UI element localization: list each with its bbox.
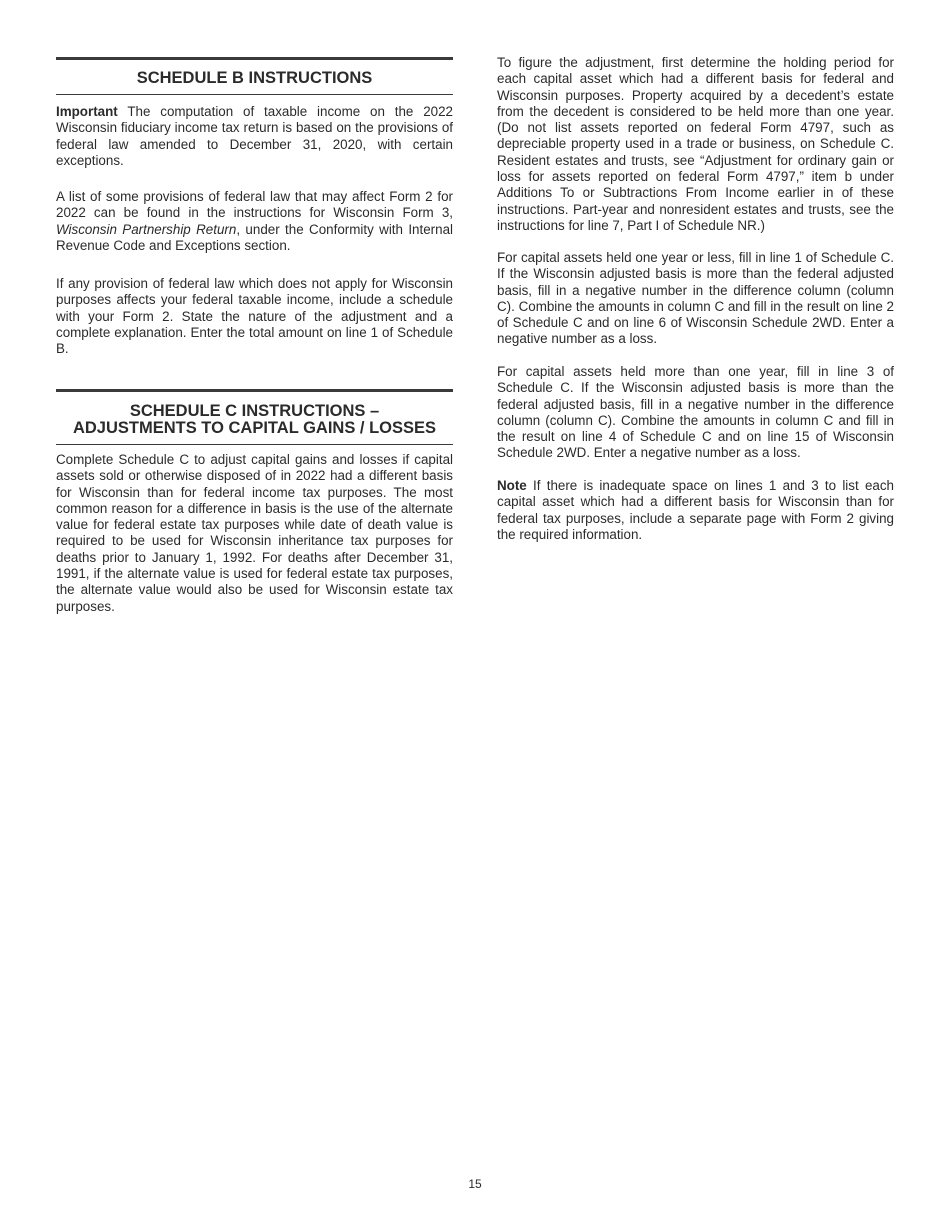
- heading-top-rule: [56, 389, 453, 392]
- schedule-b-adjustment-paragraph: If any provision of federal law which does not apply for Wisconsin purposes affects your federal taxable income, include a schedule with your Form 2. State the nature of the adjustment and a complete explanation. Enter the total amount on line 1 of Schedule B.: [56, 276, 453, 357]
- conformity-text-1: A list of some provisions of federal law that may affect Form 2 for 2022 can be found in the instructions for Wisconsin Form 3,: [56, 189, 453, 221]
- schedule-b-heading: SCHEDULE B INSTRUCTIONS: [136, 69, 373, 87]
- schedule-b-conformity-paragraph: [56, 189, 453, 254]
- note-lead: Note: [497, 478, 527, 493]
- partnership-return-title: Wisconsin Partnership Return: [56, 221, 237, 237]
- schedule-c-heading-line-2: ADJUSTMENTS TO CAPITAL GAINS / LOSSES: [72, 419, 437, 437]
- schedule-c-heading: [56, 403, 453, 437]
- schedule-c-heading-block: [56, 389, 453, 445]
- schedule-c-note-paragraph: [497, 478, 894, 543]
- schedule-c-long-term-paragraph: For capital assets held more than one year, fill in line 3 of Schedule C. If the Wisconsin adjusted basis is more than the federal adjusted basis, fill in a negative number in the difference column (column C). Combine the amounts in column C and fill in the result on line 4 of Schedule C and on line 15 of Wisconsin Schedule 2WD. Enter a negative number as a loss.: [497, 364, 894, 461]
- page-number: 15: [468, 1177, 482, 1191]
- important-text: The computation of taxable income on the 2022 Wisconsin fiduciary income tax return is based on the provisions of federal law amended to December 31, 2020, with certain exceptions.: [56, 104, 453, 168]
- conformity-text-2: , under the Conformity with Internal Revenue Code and Exceptions section.: [56, 221, 453, 253]
- schedule-c-heading-line-1: SCHEDULE C INSTRUCTIONS –: [129, 402, 380, 420]
- heading-top-rule: [56, 57, 453, 60]
- schedule-c-intro-paragraph: Complete Schedule C to adjust capital gains and losses if capital assets sold or otherwise disposed of in 2022 had a different basis for Wisconsin than for federal income tax purposes. The most common reason for a difference in basis is the use of the alternate value for federal estate tax purposes while date of death value is required to be used for Wisconsin inheritance tax purposes for deaths prior to January 1, 1992. For deaths after December 31, 1991, if the alternate value is used for federal estate tax purposes, the alternate value would also be used for Wisconsin estate tax purposes.: [56, 452, 453, 614]
- important-lead: Important: [56, 104, 118, 119]
- schedule-b-heading-block: [56, 57, 453, 95]
- schedule-c-short-term-paragraph: For capital assets held one year or less, fill in line 1 of Schedule C. If the Wisconsin adjusted basis is more than the federal adjusted basis, fill in a negative number in the difference column (column C). Combine the amounts in column C and fill in the result on line 2 of Schedule C and on line 6 of Wisconsin Schedule 2WD. Enter a negative number as a loss.: [497, 250, 894, 347]
- schedule-b-important-paragraph: [56, 104, 453, 169]
- note-text: If there is inadequate space on lines 1 and 3 to list each capital asset which had a different basis for Wisconsin than for federal tax purposes, include a separate page with Form 2 giving the required information.: [497, 478, 894, 542]
- heading-bottom-rule: [56, 444, 453, 445]
- schedule-c-adjustment-paragraph: To figure the adjustment, first determine the holding period for each capital asset which had a different basis for federal and Wisconsin purposes. Property acquired by a decedent’s estate from the decedent is considered to be held more than one year. (Do not list assets reported on federal Form 4797, such as depreciable property used in a trade or business, on Schedule C. Resident estates and trusts, see “Adjustment for ordinary gain or loss for assets reported on federal Form 4797,” item b under Additions To or Subtractions From Income earlier in of these instructions. Part-year and nonresident estates and trusts, see the instructions for line 7, Part I of Schedule NR.): [497, 55, 894, 233]
- heading-bottom-rule: [56, 94, 453, 95]
